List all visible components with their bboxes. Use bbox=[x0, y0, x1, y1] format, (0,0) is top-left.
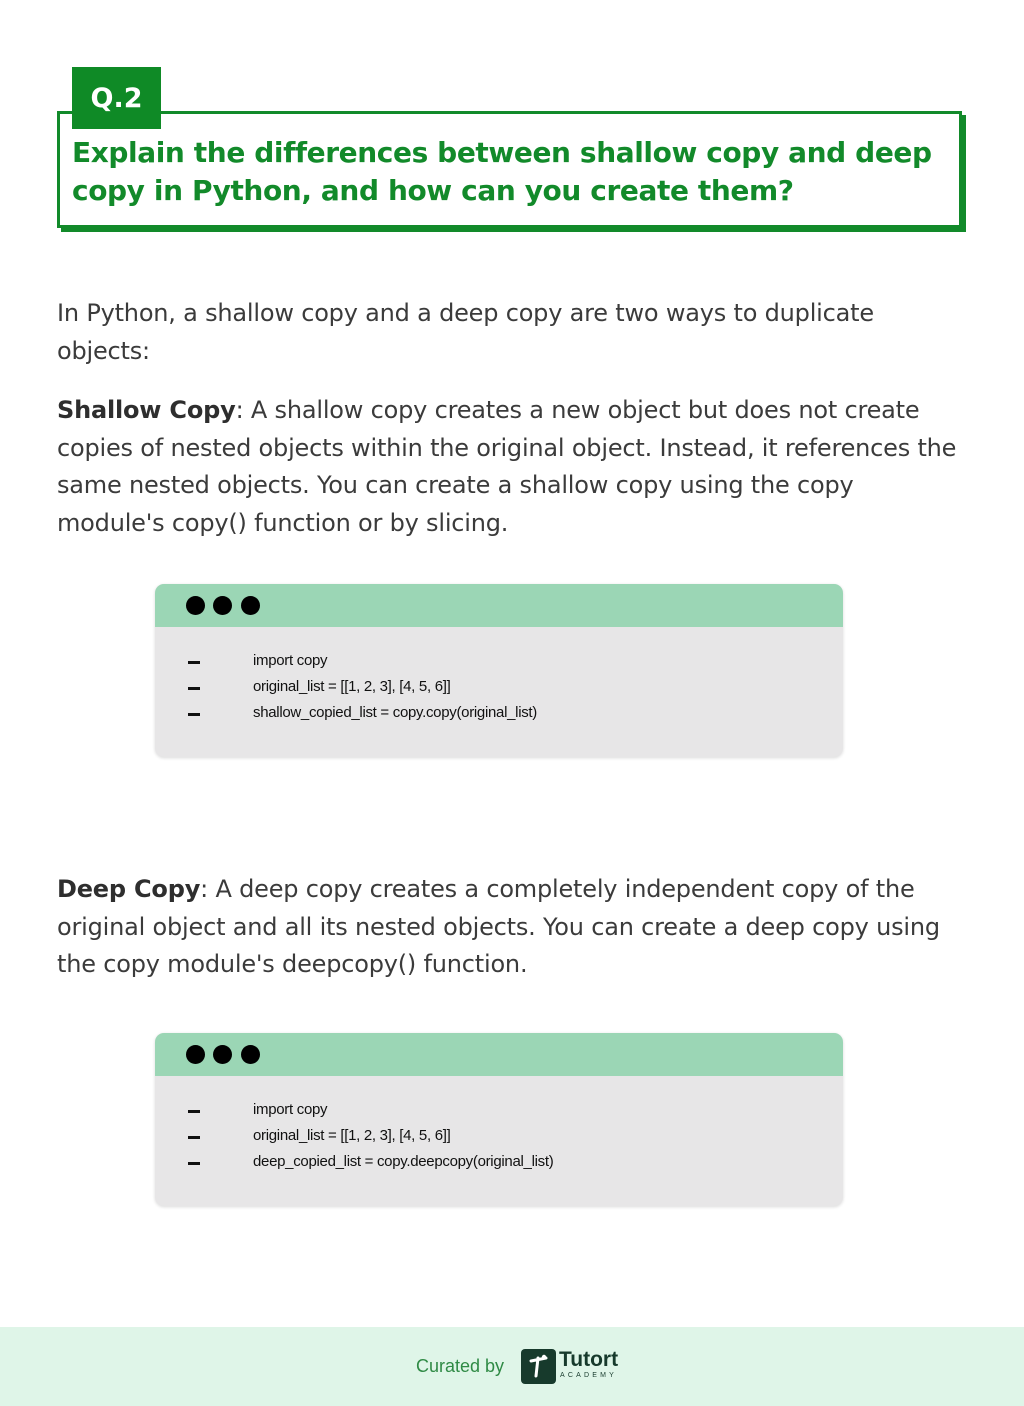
code-line bbox=[155, 676, 843, 702]
window-dot-icon bbox=[241, 596, 260, 615]
brand-subtitle: ACADEMY bbox=[560, 1372, 618, 1379]
deep-copy-paragraph bbox=[57, 871, 967, 984]
shallow-copy-paragraph bbox=[57, 392, 967, 542]
window-dot-icon bbox=[186, 596, 205, 615]
code-text: original_list = [[1, 2, 3], [4, 5, 6]] bbox=[253, 1127, 451, 1144]
curated-by-label: Curated by bbox=[416, 1356, 505, 1376]
question-title: Explain the differences between shallow copy and deep copy in Python, and how can you create them? bbox=[72, 136, 932, 207]
deep-copy-term: Deep Copy bbox=[57, 875, 201, 903]
brand-name: Tutort bbox=[559, 1348, 619, 1371]
window-dot-icon bbox=[241, 1045, 260, 1064]
shallow-copy-text: : A shallow copy creates a new object but does not create copies of nested objects within the original object. Instead, it references the same nested objects. You can create a shallow copy using the copy module's copy() function or by slicing. bbox=[57, 396, 957, 537]
tutort-logo-icon bbox=[521, 1349, 556, 1384]
window-dot-icon bbox=[186, 1045, 205, 1064]
code-window-bar bbox=[155, 584, 843, 627]
window-dot-icon bbox=[213, 596, 232, 615]
code-text: shallow_copied_list = copy.copy(original_list) bbox=[253, 704, 537, 721]
code-window-bar bbox=[155, 1033, 843, 1076]
footer bbox=[0, 1327, 1024, 1406]
code-text: import copy bbox=[253, 652, 328, 669]
code-line bbox=[155, 702, 843, 728]
window-dot-icon bbox=[213, 1045, 232, 1064]
line-dash-icon bbox=[188, 713, 200, 716]
code-line bbox=[155, 1125, 843, 1151]
code-line bbox=[155, 1151, 843, 1177]
code-block-shallow bbox=[155, 584, 843, 757]
intro-paragraph: In Python, a shallow copy and a deep copy are two ways to duplicate objects: bbox=[57, 299, 874, 365]
deep-copy-text: : A deep copy creates a completely independent copy of the original object and all its nested objects. You can create a deep copy using the copy module's deepcopy() function. bbox=[57, 875, 940, 978]
code-text: deep_copied_list = copy.deepcopy(original_list) bbox=[253, 1153, 554, 1170]
code-line bbox=[155, 650, 843, 676]
line-dash-icon bbox=[188, 1136, 200, 1139]
line-dash-icon bbox=[188, 661, 200, 664]
question-number-tag: Q.2 bbox=[72, 67, 161, 129]
line-dash-icon bbox=[188, 1162, 200, 1165]
line-dash-icon bbox=[188, 687, 200, 690]
code-line bbox=[155, 1099, 843, 1125]
code-text: import copy bbox=[253, 1101, 328, 1118]
code-block-deep bbox=[155, 1033, 843, 1206]
shallow-copy-term: Shallow Copy bbox=[57, 396, 236, 424]
line-dash-icon bbox=[188, 1110, 200, 1113]
code-text: original_list = [[1, 2, 3], [4, 5, 6]] bbox=[253, 678, 451, 695]
